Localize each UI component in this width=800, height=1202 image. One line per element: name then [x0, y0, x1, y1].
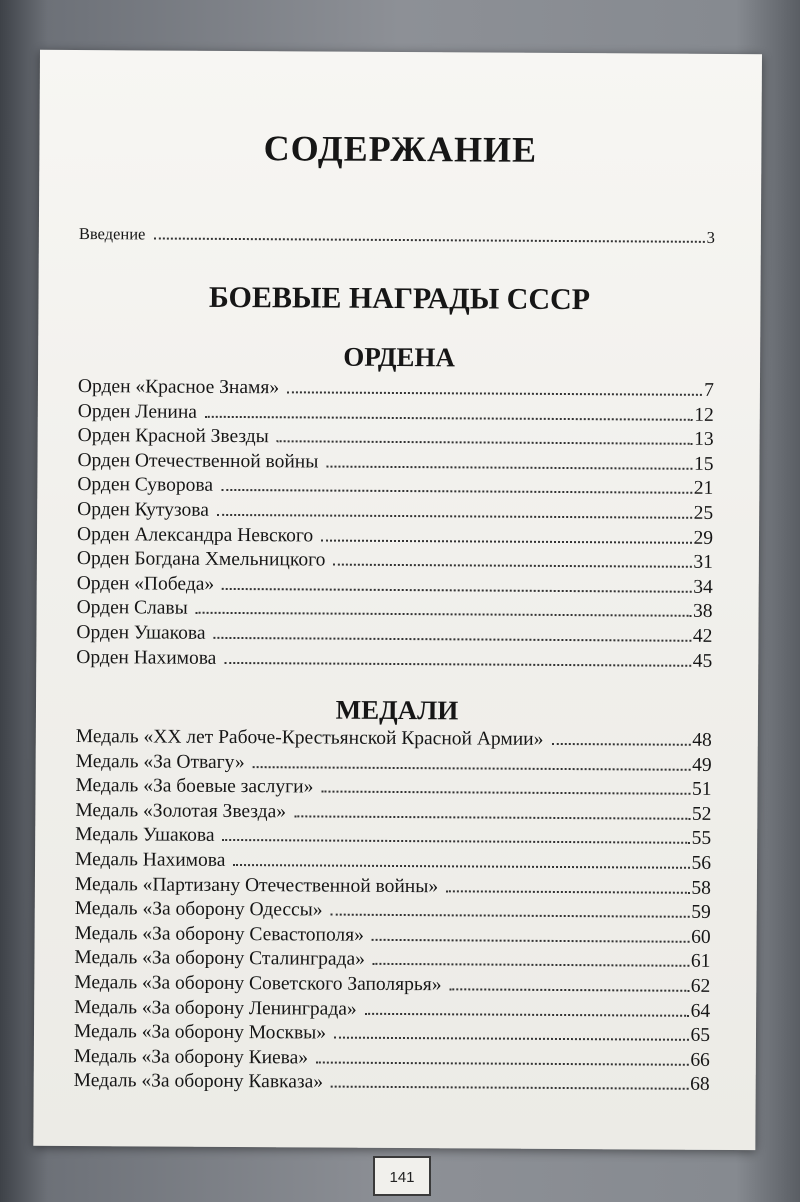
leader-dots — [287, 391, 702, 396]
toc-entry-page: 31 — [693, 551, 713, 574]
toc-entry-page: 55 — [691, 828, 712, 850]
leader-dots — [365, 1012, 689, 1016]
leader-dots — [213, 637, 690, 642]
toc-entry-page: 51 — [691, 778, 712, 801]
orders-heading: ОРДЕНА — [343, 341, 456, 373]
leader-dots — [551, 743, 690, 746]
leader-dots — [294, 815, 690, 819]
toc-entry-name: Медаль «За оборону Ленинграда» — [74, 996, 357, 1020]
toc-row — [79, 224, 715, 252]
toc-entry-name: Орден Кутузова — [77, 498, 209, 521]
leader-dots — [321, 539, 691, 543]
page-number: 141 — [373, 1156, 431, 1196]
leader-dots — [223, 839, 690, 844]
toc-entry-page: 56 — [691, 852, 712, 874]
toc-entry-name: Медаль «За оборону Киева» — [73, 1045, 309, 1069]
toc-entry-name: Медаль «За оборону Одессы» — [74, 898, 323, 921]
leader-dots — [205, 415, 692, 420]
toc-entry-page: 7 — [704, 379, 715, 401]
book-page — [33, 50, 762, 1150]
toc-entry-page: 65 — [690, 1024, 711, 1047]
leader-dots — [333, 564, 691, 568]
toc-entry-page: 42 — [692, 625, 713, 647]
toc-entry-name: Медаль «За оборону Советского Заполярья» — [74, 971, 442, 996]
toc-entry-name: Орден Красной Звезды — [77, 425, 269, 448]
leader-dots — [153, 237, 704, 242]
toc-entry-page: 12 — [694, 404, 714, 426]
toc-entry-name: Орден Славы — [76, 597, 188, 620]
toc-entry-name: Орден Ушакова — [76, 621, 206, 644]
toc-entry-page: 34 — [693, 576, 713, 598]
leader-dots — [277, 440, 692, 445]
leader-dots — [321, 791, 690, 795]
toc-entry-page: 61 — [690, 951, 711, 973]
toc-entry-name: Введение — [78, 224, 146, 244]
leader-dots — [196, 612, 691, 617]
toc-entry-page: 38 — [693, 601, 713, 623]
toc-entry-name: Медаль «XX лет Рабоче-Крестьянской Красной Армии» — [75, 726, 544, 750]
toc-entry-page: 64 — [690, 1000, 711, 1022]
leader-dots — [217, 514, 692, 519]
toc-entry-name: Медаль «За оборону Кавказа» — [73, 1070, 324, 1093]
toc-row — [76, 647, 712, 675]
toc-entry-page: 21 — [693, 478, 714, 500]
toc-entry-page: 13 — [694, 428, 714, 451]
toc-entry-name: Медаль Ушакова — [75, 824, 215, 847]
orders-list — [76, 376, 714, 675]
leader-dots — [233, 864, 689, 869]
section-title: БОЕВЫЕ НАГРАДЫ СССР — [208, 280, 591, 317]
toc-entry-page: 29 — [693, 527, 714, 549]
toc-entry-name: Медаль «Партизану Отечественной войны» — [74, 873, 439, 897]
toc-entry-page: 25 — [693, 502, 714, 524]
toc-entry-page: 62 — [690, 975, 711, 997]
toc-entry-page: 60 — [691, 926, 711, 948]
medals-heading: МЕДАЛИ — [335, 694, 459, 726]
leader-dots — [253, 766, 691, 771]
toc-entry-name: Орден Богдана Хмельницкого — [76, 548, 326, 571]
leader-dots — [331, 914, 690, 918]
toc-entry-name: Орден Ленина — [77, 400, 198, 423]
leader-dots — [224, 661, 690, 666]
toc-row — [74, 1070, 710, 1098]
toc-entry-page: 66 — [690, 1049, 710, 1071]
leader-dots — [446, 890, 689, 893]
leader-dots — [449, 988, 688, 991]
leader-dots — [316, 1061, 688, 1065]
page-title: СОДЕРЖАНИЕ — [263, 128, 538, 170]
toc-entry-name: Орден «Красное Знамя» — [77, 376, 280, 399]
toc-entry-name: Медаль «За оборону Москвы» — [73, 1021, 327, 1044]
leader-dots — [334, 1037, 688, 1041]
toc-entry-page: 15 — [693, 453, 714, 475]
toc-entry-name: Орден Суворова — [77, 474, 214, 497]
leader-dots — [222, 588, 691, 593]
toc-entry-page: 58 — [691, 877, 711, 899]
intro-entry — [79, 224, 715, 252]
toc-entry-page: 59 — [691, 901, 711, 924]
toc-entry-page: 3 — [706, 227, 715, 247]
toc-entry-name: Орден Александра Невского — [76, 523, 314, 547]
toc-entry-name: Орден «Победа» — [76, 572, 215, 595]
toc-entry-page: 48 — [692, 729, 712, 751]
toc-entry-page: 49 — [692, 754, 712, 776]
toc-entry-name: Орден Нахимова — [76, 646, 217, 669]
medals-list — [74, 726, 712, 1099]
leader-dots — [221, 489, 692, 494]
leader-dots — [326, 465, 692, 469]
toc-entry-name: Медаль «За оборону Севастополя» — [74, 922, 364, 946]
leader-dots — [331, 1086, 688, 1090]
toc-entry-name: Орден Отечественной войны — [77, 449, 319, 473]
leader-dots — [372, 939, 689, 943]
toc-entry-name: Медаль «За Отвагу» — [75, 750, 245, 773]
toc-entry-page: 45 — [692, 650, 713, 672]
toc-entry-name: Медаль «За оборону Сталинграда» — [74, 947, 365, 971]
toc-entry-name: Медаль «Золотая Звезда» — [75, 799, 287, 823]
toc-entry-page: 52 — [691, 803, 712, 825]
leader-dots — [373, 963, 689, 967]
toc-entry-name: Медаль «За боевые заслуги» — [75, 775, 314, 798]
toc-entry-page: 68 — [690, 1074, 710, 1096]
toc-entry-name: Медаль Нахимова — [74, 848, 226, 871]
